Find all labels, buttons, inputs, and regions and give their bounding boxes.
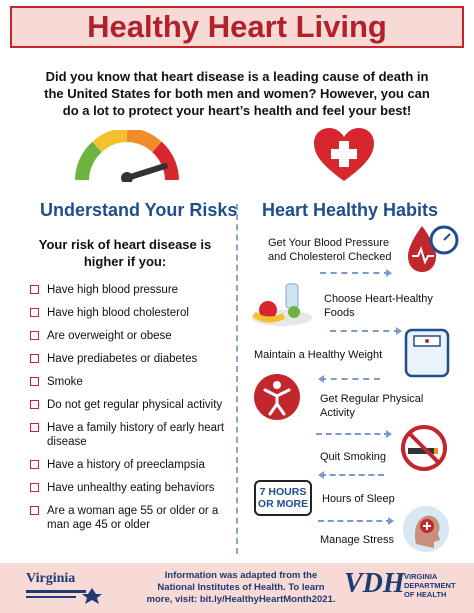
checkbox-icon [30, 400, 39, 409]
list-item: Have a family history of early heart disease [30, 421, 230, 449]
habit-weight: Maintain a Healthy Weight [254, 349, 383, 361]
habit-quit-smoking: Quit Smoking [320, 451, 387, 463]
checkbox-icon [30, 506, 39, 515]
checkbox-icon [30, 285, 39, 294]
physical-activity-icon [252, 372, 302, 422]
virginia-ems-logo: Virginia [26, 571, 76, 586]
footer-info-text: Information was adapted from the National Institutes of Health. To learn more, visit: bit.ly/HealthyHeartMonth2021. [146, 570, 336, 605]
list-item: Have a history of preeclampsia [30, 458, 230, 472]
scale-icon [404, 328, 450, 378]
ems-logo-mark [26, 586, 106, 604]
flow-arrow [320, 378, 380, 380]
list-item: Have unhealthy eating behaviors [30, 481, 230, 495]
flow-arrow [320, 474, 384, 476]
list-item: Are a woman age 55 or older or a man age 45 or older [30, 504, 230, 532]
flow-arrow [330, 330, 400, 332]
checkbox-icon [30, 423, 39, 432]
list-item: Do not get regular physical activity [30, 398, 230, 412]
habit-sleep: Hours of Sleep [322, 493, 395, 505]
habit-activity: Get Regular Physical Activity [320, 393, 424, 419]
column-divider [236, 204, 238, 554]
checkbox-icon [30, 460, 39, 469]
sleep-hours-badge: 7 HOURS OR MORE [254, 480, 312, 516]
checkbox-icon [30, 483, 39, 492]
checkbox-icon [30, 354, 39, 363]
stress-head-icon [402, 504, 450, 554]
healthy-food-icon [250, 280, 314, 328]
risk-gauge-icon [72, 130, 182, 182]
checkbox-icon [30, 377, 39, 386]
risks-heading: Understand Your Risks [40, 200, 238, 220]
list-item: Have prediabetes or diabetes [30, 352, 230, 366]
list-item: Are overweight or obese [30, 329, 230, 343]
vdh-logo: VDH [344, 568, 405, 599]
intro-text: Did you know that heart disease is a leading cause of death in the United States for both men and women? However, you can do a lot to protect your heart’s health and feel your best! [44, 69, 430, 118]
risk-list [30, 283, 230, 541]
page-title: Healthy Heart Living [87, 9, 387, 44]
flow-arrow [320, 272, 390, 274]
habits-heading: Heart Healthy Habits [262, 200, 439, 220]
list-item: Have high blood pressure [30, 283, 230, 297]
habit-stress: Manage Stress [320, 534, 394, 546]
habit-checkups: Get Your Blood Pressure and Cholesterol Checked [268, 237, 392, 263]
title-banner [10, 6, 464, 48]
flow-arrow [318, 520, 392, 522]
list-item: Smoke [30, 375, 230, 389]
vdh-logo-subtitle: VIRGINIA DEPARTMENT OF HEALTH [404, 572, 456, 599]
checkbox-icon [30, 331, 39, 340]
risks-subheading: Your risk of heart disease is higher if you: [38, 237, 212, 269]
no-smoking-icon [400, 424, 448, 472]
list-item: Have high blood cholesterol [30, 306, 230, 320]
blood-pressure-icon [404, 222, 464, 274]
flow-arrow [316, 433, 390, 435]
heart-cross-icon [312, 127, 376, 183]
checkbox-icon [30, 308, 39, 317]
habit-food: Choose Heart-Healthy Foods [324, 293, 433, 319]
